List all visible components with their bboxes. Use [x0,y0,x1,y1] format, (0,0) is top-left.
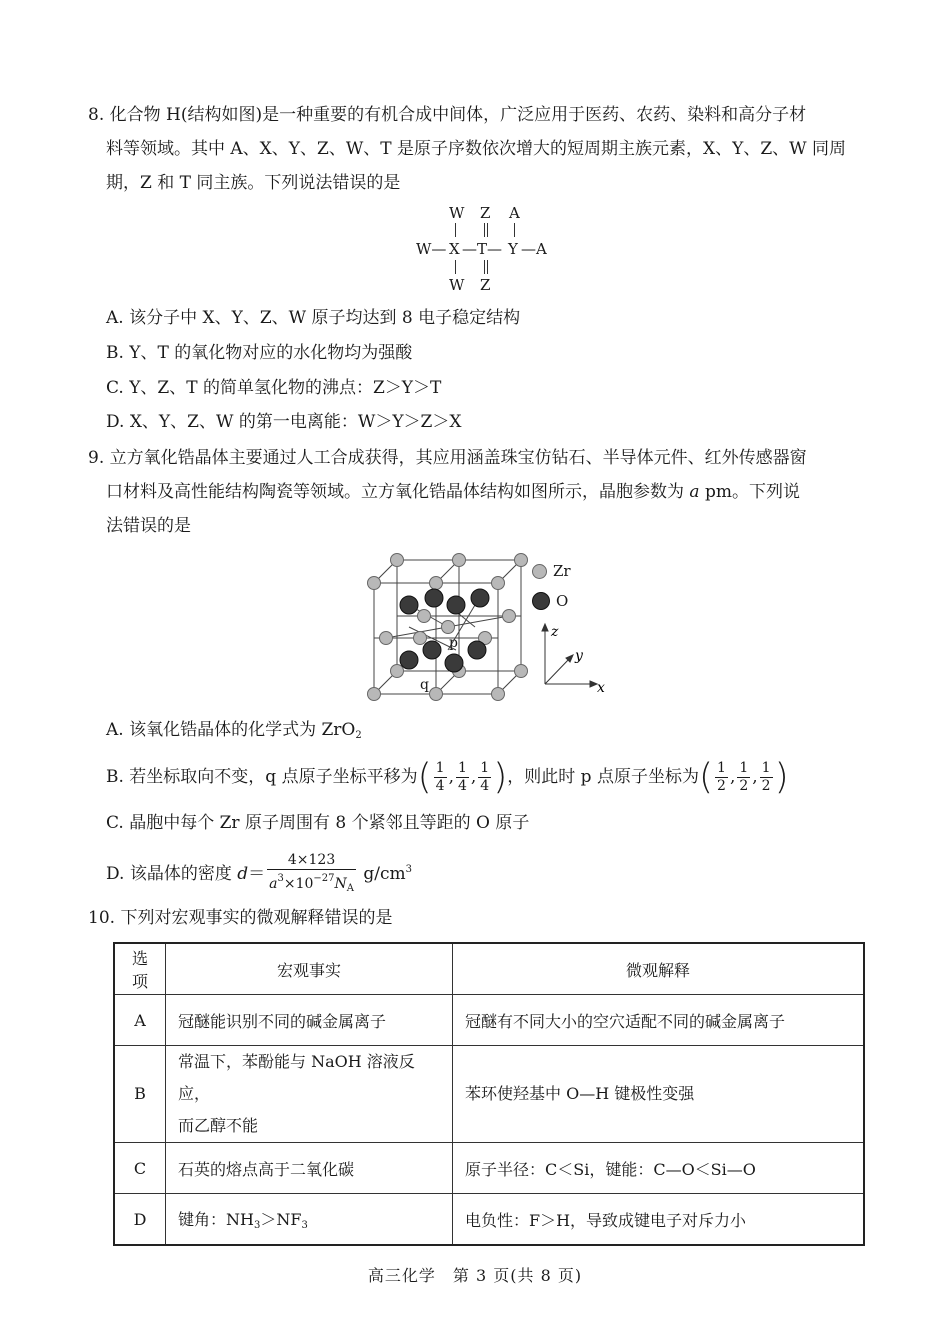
row-d-fact: 键角：$NH_3>NF_3$ [166,1194,453,1246]
q9-option-a: A. 该氧化锆晶体的化学式为 ZrO$_2$ [106,720,362,741]
q8-option-c: C. Y、Z、T 的简单氢化物的沸点：Z＞Y＞T [106,378,442,398]
zr-legend-swatch [532,564,547,579]
atom-w-top: W [449,204,465,222]
row-a-fact: 冠醚能识别不同的碱金属离子 [166,995,453,1046]
page-footer: 高三化学 第 3 页(共 8 页) [367,1266,583,1285]
coordinate-axes [535,618,610,693]
structure-formula-h [410,203,560,295]
axis-x-label: x [597,680,605,693]
zirconia-unit-cell-diagram [360,548,535,708]
row-b-option: B [114,1046,166,1143]
q9-option-b: B. 若坐标取向不变，q 点原子坐标平移为( $\frac{1}{4}$ , $\frac{1}{4}$ , $\frac{1}{4}$ )，则此时 p 点原子坐标为( $\frac{1}{2}$ , $\frac{1}{2}$ , $\frac{1}{2}$ ) [106,756,789,798]
row-c-explanation: 原子半径：C＜Si，键能：C—O＜Si—O [453,1143,865,1194]
table-header-row [114,943,864,995]
q8-option-b: B. Y、T 的氧化物对应的水化物均为强酸 [106,343,413,363]
q9-option-d: D. 该晶体的密度 d＝ $\frac{4\times 123}{a^3\times 10^{-27}N_A}$ $g/cm^3$ [106,852,413,894]
legend-o: O [556,592,569,610]
q8-option-d: D. X、Y、Z、W 的第一电离能：W＞Y＞Z＞X [106,412,462,432]
q8-line-3: 期，Z 和 T 同主族。下列说法错误的是 [106,173,401,193]
atom-x: X [449,240,460,258]
axis-y-label: y [575,648,583,664]
axis-z-label: z [551,624,559,640]
row-b-explanation: 苯环使羟基中 O—H 键极性变强 [453,1046,865,1143]
row-d-explanation: 电负性：F＞H，导致成键电子对斥力小 [453,1194,865,1246]
table-row [114,1194,864,1246]
atom-a-right-bond: —A [521,240,547,258]
label-q: q [420,677,429,693]
q10-title: 10. 下列对宏观事实的微观解释错误的是 [88,908,393,928]
legend-zr: Zr [553,562,571,580]
header-micro-explanation: 微观解释 [453,943,865,995]
table-row [114,1143,864,1194]
atom-w-left-bond: W— [416,240,447,258]
o-legend-swatch [532,592,550,610]
header-option: 选项 [114,943,166,995]
table-row [114,995,864,1046]
q9-line-2: 口材料及高性能结构陶瓷等领域。立方氧化锆晶体结构如图所示，晶胞参数为 a pm。下列说 [106,482,800,502]
row-a-explanation: 冠醚有不同大小的空穴适配不同的碱金属离子 [453,995,865,1046]
table-row [114,1046,864,1143]
q8-line-1: 8. 化合物 H(结构如图)是一种重要的有机合成中间体，广泛应用于医药、农药、染料和高分子材 [88,105,807,125]
q9-line-1: 9. 立方氧化锆晶体主要通过人工合成获得，其应用涵盖珠宝仿钻石、半导体元件、红外传感器窗 [88,448,807,468]
atom-z-top: Z [480,204,491,222]
atom-w-bottom: W [449,276,465,294]
row-d-option: D [114,1194,166,1246]
row-a-option: A [114,995,166,1046]
q10-table [113,942,865,1246]
zr-atoms [368,554,528,701]
atom-y: Y [508,240,518,258]
row-c-option: C [114,1143,166,1194]
header-macro-fact: 宏观事实 [166,943,453,995]
row-b-fact: 常温下，苯酚能与 NaOH 溶液反应， 而乙醇不能 [166,1046,453,1143]
q9-option-c: C. 晶胞中每个 Zr 原子周围有 8 个紧邻且等距的 O 原子 [106,813,530,833]
atom-z-bottom: Z [480,276,491,294]
q8-option-a: A. 该分子中 X、Y、Z、W 原子均达到 8 电子稳定结构 [106,308,521,328]
q9-line-3: 法错误的是 [106,516,191,536]
unit-cell-legend [532,556,571,616]
label-p: p [449,635,458,651]
atom-t-bonds: —T— [462,240,503,258]
q8-line-2: 料等领域。其中 A、X、Y、Z、W、T 是原子序数依次增大的短周期主族元素，X、Y、Z、W 同周 [106,139,847,159]
row-c-fact: 石英的熔点高于二氧化碳 [166,1143,453,1194]
atom-a-top: A [509,204,520,222]
